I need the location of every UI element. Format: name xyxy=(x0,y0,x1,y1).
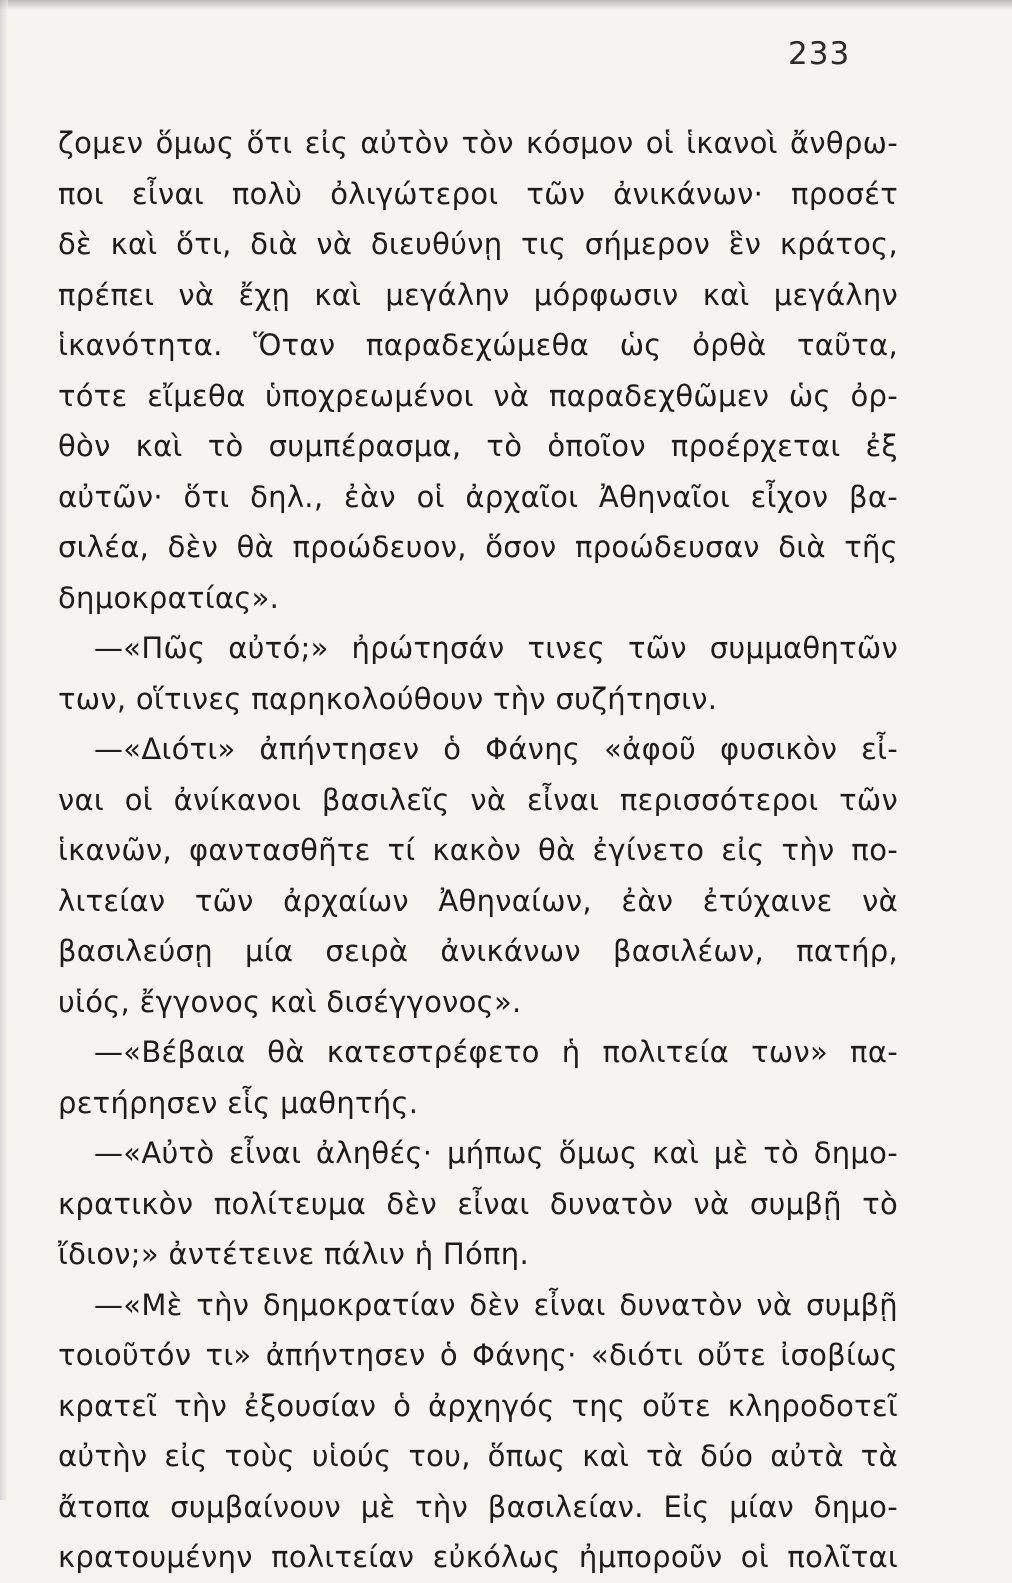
text-line: κρατουμένην πολιτείαν εὐκόλως ἠμποροῦν οἱ πολῖται xyxy=(58,1540,898,1574)
text-line: αὐτῶν· ὅτι δηλ., ἐὰν οἱ ἀρχαῖοι Ἀθηναῖοι εἶχον βα- xyxy=(58,479,898,514)
page-left-edge-shadow xyxy=(0,0,8,1500)
text-line: —«Αὐτὸ εἶναι ἀληθές· μήπως ὅμως καὶ μὲ τὸ δημο- xyxy=(94,1136,898,1170)
text-line: βασιλεύσῃ μία σειρὰ ἀνικάνων βασιλέων, πατήρ, xyxy=(58,934,898,968)
text-line: —«Διότι» ἀπήντησεν ὁ Φάνης «ἀφοῦ φυσικὸν εἶ- xyxy=(94,732,898,766)
text-line: κρατικὸν πολίτευμα δὲν εἶναι δυνατὸν νὰ συμβῇ τὸ xyxy=(58,1186,898,1221)
text-line: σιλέα, δὲν θὰ προώδευον, ὅσον προώδευσαν διὰ τῆς xyxy=(58,530,898,564)
body-text xyxy=(58,118,898,1583)
text-line: —«Πῶς αὐτό;» ἠρώτησάν τινες τῶν συμμαθητῶν xyxy=(94,631,898,665)
text-line: ρετήρησεν εἷς μαθητής. xyxy=(58,1085,419,1120)
text-line: υἱός, ἔγγονος καὶ δισέγγονος». xyxy=(58,984,522,1019)
text-line: τοιοῦτόν τι» ἀπήντησεν ὁ Φάνης· «διότι οὔτε ἰσοβίως xyxy=(58,1338,898,1372)
text-line: ζομεν ὅμως ὅτι εἰς αὐτὸν τὸν κόσμον οἱ ἱκανοὶ ἄνθρω- xyxy=(58,126,898,160)
text-line: δημοκρατίας». xyxy=(58,580,280,615)
text-line: ναι οἱ ἀνίκανοι βασιλεῖς νὰ εἶναι περισσότεροι τῶν xyxy=(58,782,898,817)
text-line: —«Μὲ τὴν δημοκρατίαν δὲν εἶναι δυνατὸν νὰ συμβῇ xyxy=(94,1287,898,1322)
text-line: τότε εἴμεθα ὑποχρεωμένοι νὰ παραδεχθῶμεν ὡς ὀρ- xyxy=(58,378,898,413)
text-line: —«Βέβαια θὰ κατεστρέφετο ἡ πολιτεία των» πα- xyxy=(94,1035,898,1069)
page-top-edge-shadow xyxy=(0,0,1012,10)
text-line: λιτείαν τῶν ἀρχαίων Ἀθηναίων, ἐὰν ἐτύχαινε νὰ xyxy=(58,883,898,918)
text-line: αὐτὴν εἰς τοὺς υἱούς του, ὅπως καὶ τὰ δύο αὐτὰ τὰ xyxy=(58,1439,898,1473)
text-line: ἄτοπα συμβαίνουν μὲ τὴν βασιλείαν. Εἰς μίαν δημο- xyxy=(58,1489,898,1524)
text-line: θὸν καὶ τὸ συμπέρασμα, τὸ ὁποῖον προέρχεται ἐξ xyxy=(58,429,898,463)
text-line: ἱκανῶν, φαντασθῆτε τί κακὸν θὰ ἐγίνετο εἰς τὴν πο- xyxy=(58,833,898,867)
text-line: ἱκανότητα. Ὅταν παραδεχώμεθα ὡς ὀρθὰ ταῦτα, xyxy=(58,328,898,362)
text-line: δὲ καὶ ὅτι, διὰ νὰ διευθύνῃ τις σήμερον ἓν κράτος, xyxy=(58,227,898,261)
text-line: των, οἵτινες παρηκολούθουν τὴν συζήτησιν. xyxy=(58,681,718,716)
text-line: κρατεῖ τὴν ἐξουσίαν ὁ ἀρχηγός της οὔτε κληροδοτεῖ xyxy=(58,1388,898,1423)
text-line: ἴδιον;» ἀντέτεινε πάλιν ἡ Πόπη. xyxy=(58,1237,530,1271)
text-line: πρέπει νὰ ἔχῃ καὶ μεγάλην μόρφωσιν καὶ μεγάλην xyxy=(58,277,898,312)
text-line: ποι εἶναι πολὺ ὀλιγώτεροι τῶν ἀνικάνων· προσέτ xyxy=(58,176,898,211)
page-number: 233 xyxy=(788,36,851,72)
